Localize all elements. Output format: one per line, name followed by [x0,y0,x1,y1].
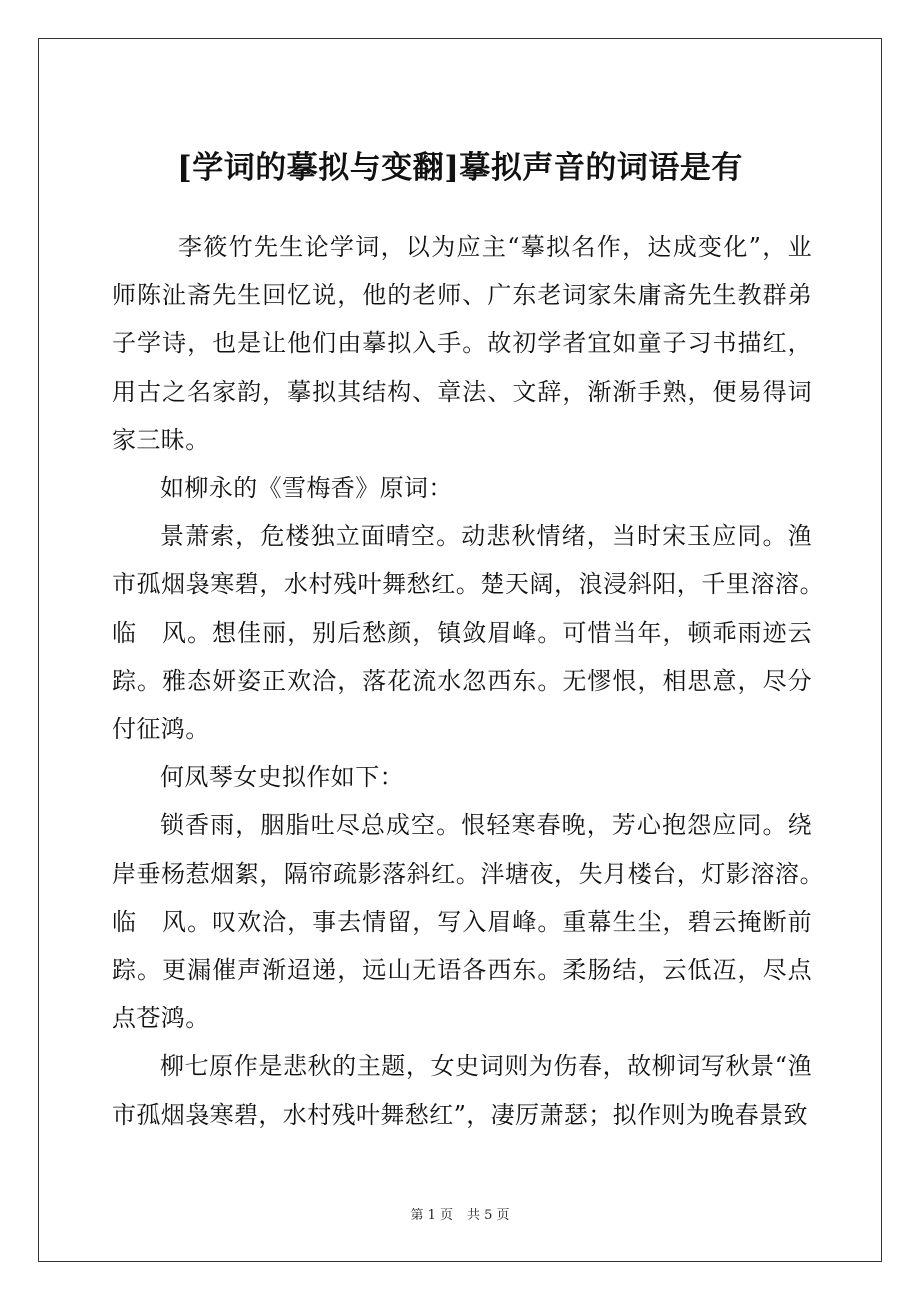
paragraph-commentary: 柳七原作是悲秋的主题，女史词则为伤春，故柳词写秋景“渔市孤烟袅寒碧，水村残叶舞愁红”，凄厉萧瑟；拟作则为晚春景致 [112,1052,812,1129]
page-footer [38,1207,882,1225]
page-number: 第 1 页 [410,1208,453,1223]
document-title: [学词的摹拟与变翻]摹拟声音的词语是有 [177,150,743,186]
paragraph-original-poem: 景萧索，危楼独立面晴空。动悲秋情绪，当时宋玉应同。渔市孤烟袅寒碧，水村残叶舞愁红。楚天阔，浪浸斜阳，千里溶溶。 临 风。想佳丽，别后愁颜，镇敛眉峰。可惜当年，顿乖雨迹云踪。雅态妍姿正欢洽，落花流水忽西东。无憀恨，相思意，尽分付征鸿。 [112,522,861,744]
paragraph-original-intro: 如柳永的《雪梅香》原词： [160,474,453,503]
paragraph-imitation-intro: 何凤琴女史拟作如下： [160,763,404,792]
paragraph-imitation-poem: 锁香雨，胭脂吐尽总成空。恨轻寒春晚，芳心抱怨应同。绕岸垂杨惹烟絮，隔帘疏影落斜红。泮塘夜，失月楼台，灯影溶溶。 临 风。叹欢洽，事去情留，写入眉峰。重幕生尘，碧云掩断前踪。更漏催声渐迢递，远山无语各西东。柔肠结，云低冱，尽点点苍鸿。 [112,811,861,1033]
paragraph-intro: 李筱竹先生论学词，以为应主“摹拟名作，达成变化”，业师陈沚斋先生回忆说，他的老师、广东老词家朱庸斋先生教群弟子学诗，也是让他们由摹拟入手。故初学者宜如童子习书描红，用古之名家韵，摹拟其结构、章法、文辞，渐渐手熟，便易得词家三昧。 [112,233,812,454]
page-total: 共 5 页 [467,1208,510,1223]
document-body [112,223,861,1139]
